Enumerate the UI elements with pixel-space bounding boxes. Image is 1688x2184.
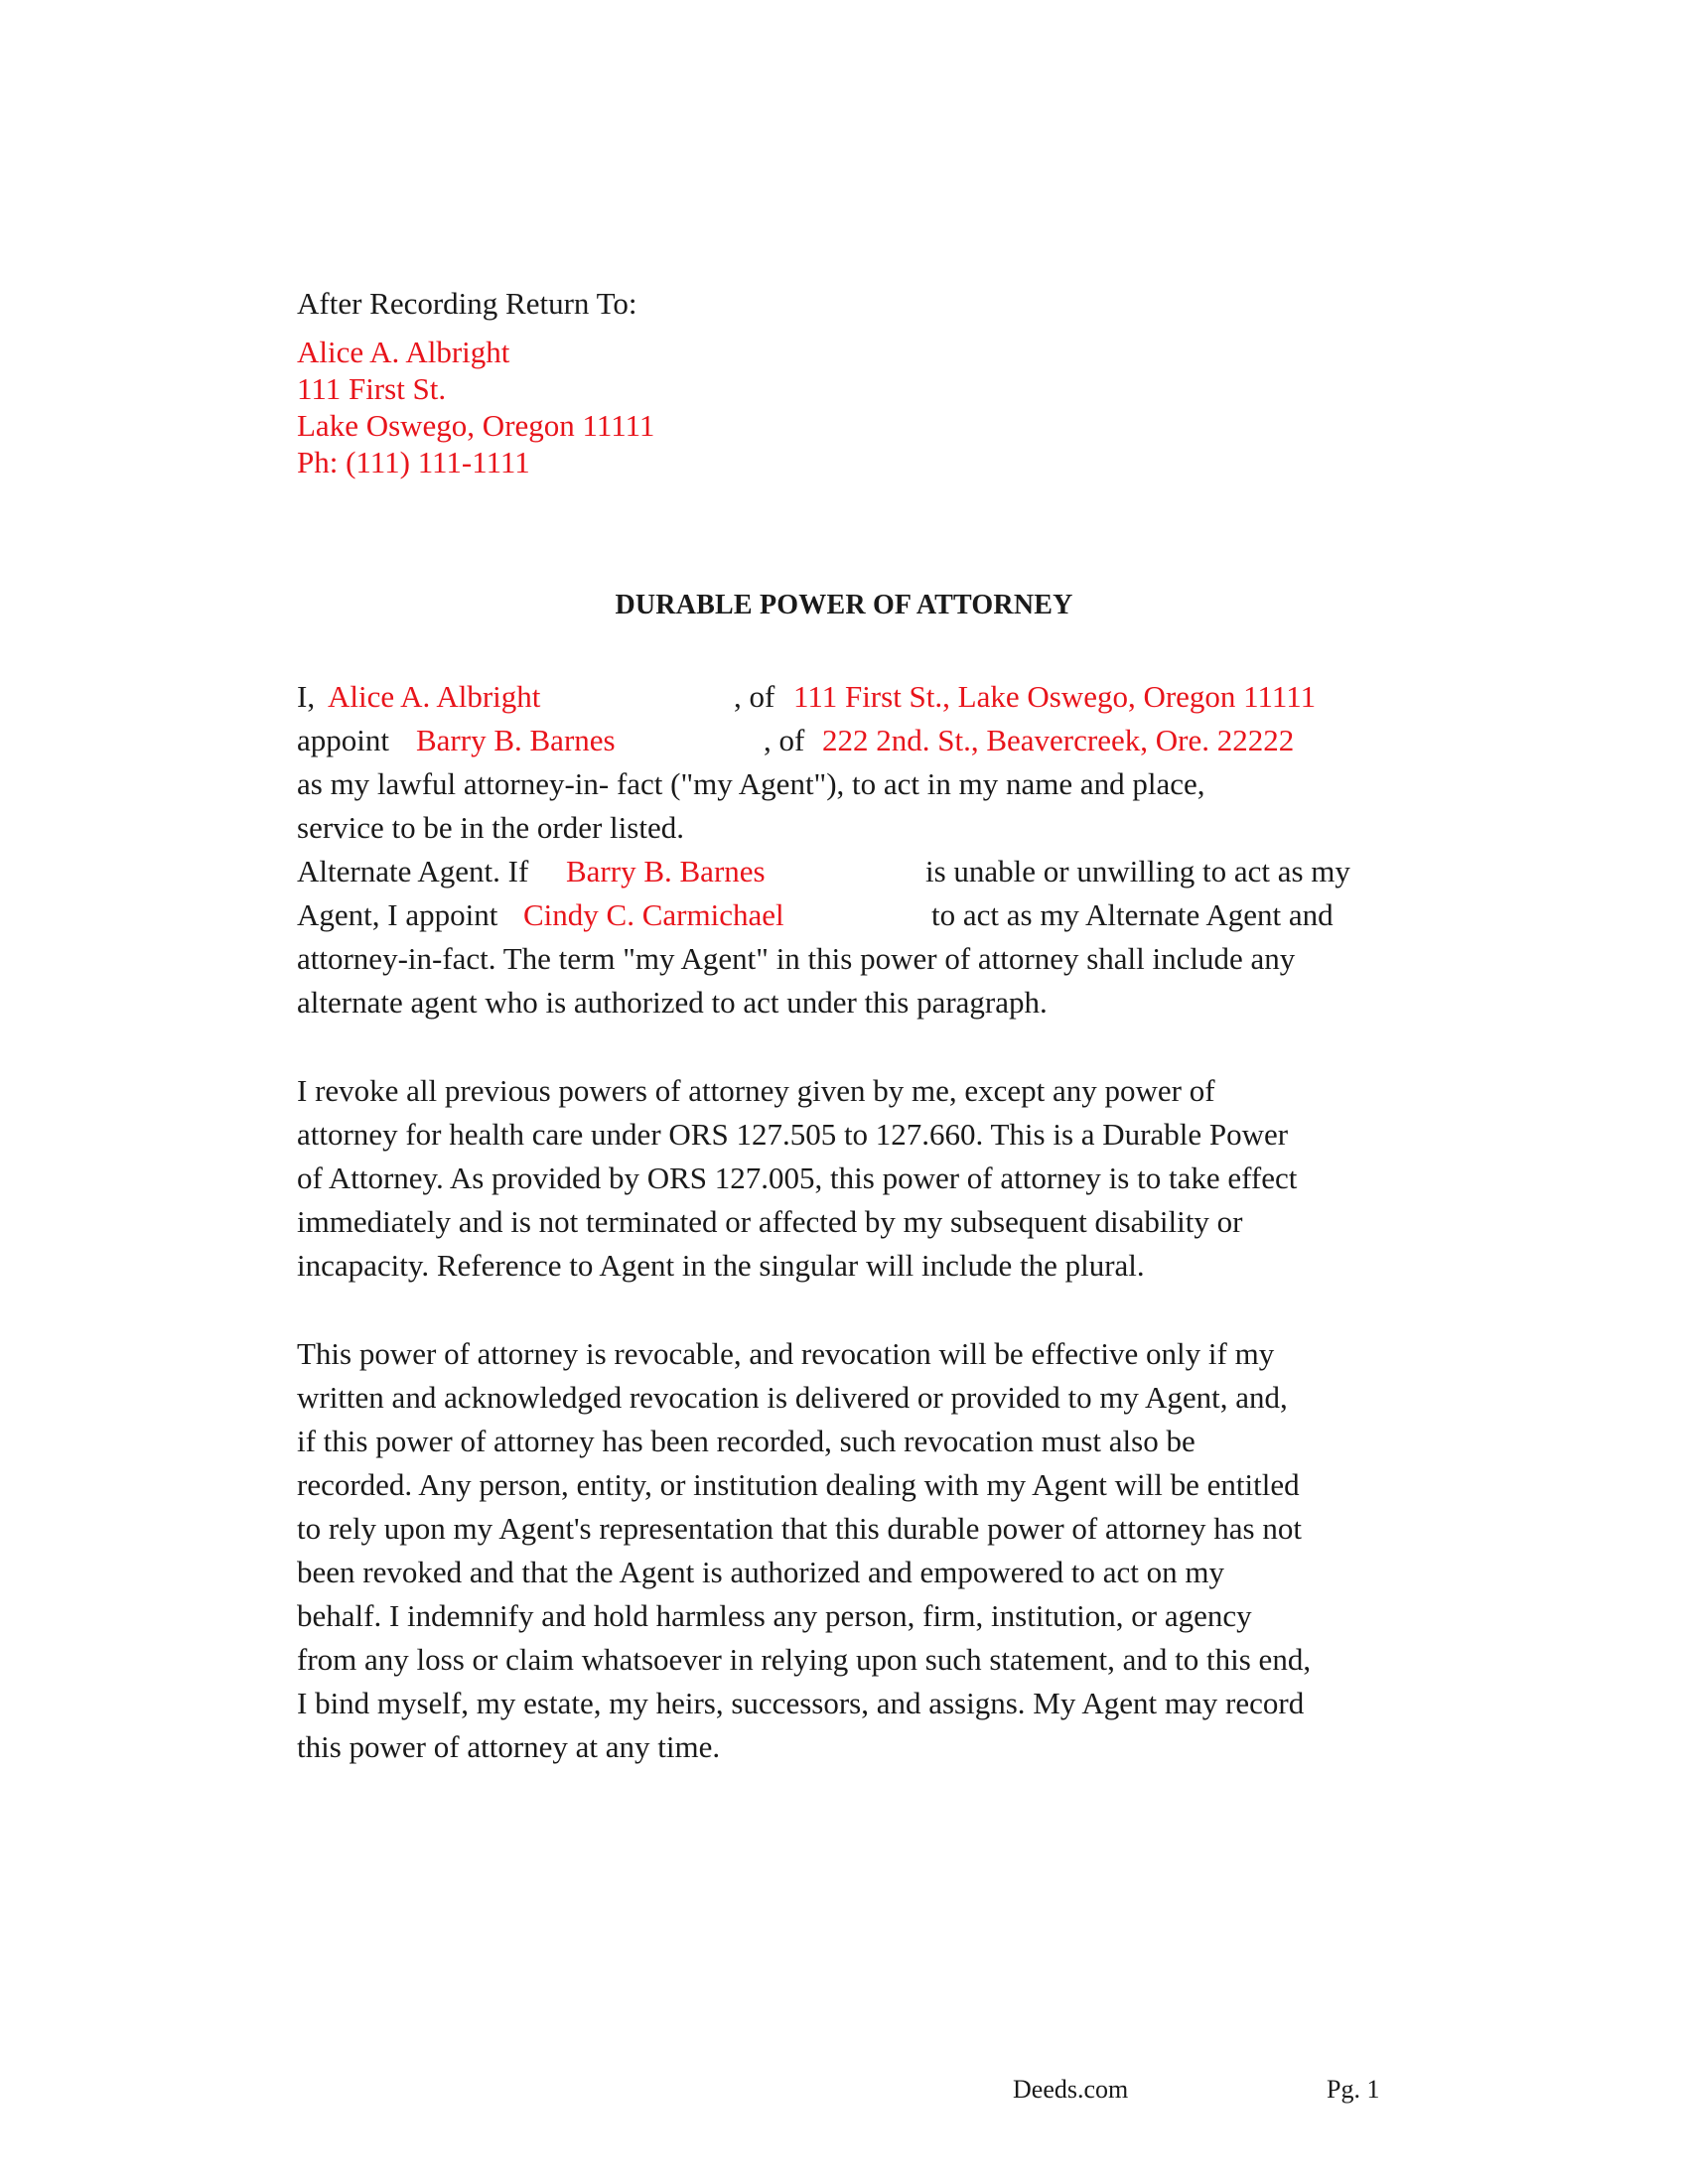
paragraph-line: of Attorney. As provided by ORS 127.005, this power of attorney is to take effect <box>297 1160 1298 1195</box>
paragraph-line: this power of attorney at any time. <box>297 1729 721 1764</box>
paragraph-line: to rely upon my Agent's representation that this durable power of attorney has not <box>297 1511 1302 1546</box>
paragraph-line: attorney for health care under ORS 127.505 to 127.660. This is a Durable Power <box>297 1117 1289 1152</box>
alt-suffix-text: is unable or unwilling to act as my <box>925 854 1350 888</box>
paragraph-line: I revoke all previous powers of attorney given by me, except any power of <box>297 1073 1215 1108</box>
of-text: , of <box>764 723 805 757</box>
principal-name: Alice A. Albright <box>328 679 541 714</box>
principal-address: 111 First St., Lake Oswego, Oregon 11111 <box>793 679 1317 714</box>
paragraph-line: incapacity. Reference to Agent in the singular will include the plural. <box>297 1248 1145 1283</box>
alt-appoint-suffix-text: to act as my Alternate Agent and <box>931 897 1334 932</box>
page-number: Pg. 1 <box>1327 2075 1380 2104</box>
document-title: DURABLE POWER OF ATTORNEY <box>615 590 1073 620</box>
paragraph-line: if this power of attorney has been recorded, such revocation must also be <box>297 1424 1196 1458</box>
alt-prefix-text: Alternate Agent. If <box>297 854 529 888</box>
agent-name: Barry B. Barnes <box>416 723 616 757</box>
revocable-paragraph <box>297 1332 1311 1769</box>
return-address-block <box>297 334 654 480</box>
i-text: I, <box>297 679 316 714</box>
paragraph-line: immediately and is not terminated or affected by my subsequent disability or <box>297 1204 1243 1239</box>
alt-appoint-text: Agent, I appoint <box>297 897 498 932</box>
footer-site-name: Deeds.com <box>1013 2075 1129 2104</box>
body-line: alternate agent who is authorized to act under this paragraph. <box>297 985 1048 1020</box>
paragraph-line: recorded. Any person, entity, or institution dealing with my Agent will be entitled <box>297 1467 1300 1502</box>
paragraph-line: I bind myself, my estate, my heirs, successors, and assigns. My Agent may record <box>297 1686 1305 1720</box>
alternate-agent-name: Cindy C. Carmichael <box>523 897 784 932</box>
body-line: attorney-in-fact. The term "my Agent" in this power of attorney shall include any <box>297 941 1296 976</box>
paragraph-line: written and acknowledged revocation is delivered or provided to my Agent, and, <box>297 1380 1288 1415</box>
body-line: service to be in the order listed. <box>297 810 684 845</box>
paragraph-line: This power of attorney is revocable, and revocation will be effective only if my <box>297 1336 1275 1371</box>
revoke-paragraph <box>297 1069 1297 1288</box>
appoint-text: appoint <box>297 723 389 757</box>
return-phone: Ph: (111) 111-1111 <box>297 445 530 479</box>
agent-address: 222 2nd. St., Beavercreek, Ore. 22222 <box>822 723 1295 757</box>
return-name: Alice A. Albright <box>297 335 510 369</box>
paragraph-line: behalf. I indemnify and hold harmless any person, firm, institution, or agency <box>297 1598 1252 1633</box>
paragraph-line: from any loss or claim whatsoever in relying upon such statement, and to this end, <box>297 1642 1312 1677</box>
paragraph-line: been revoked and that the Agent is authorized and empowered to act on my <box>297 1555 1224 1589</box>
body-line: as my lawful attorney-in- fact ("my Agent"), to act in my name and place, <box>297 766 1205 801</box>
of-text: , of <box>734 679 775 714</box>
return-city: Lake Oswego, Oregon 11111 <box>297 408 655 443</box>
return-street: 111 First St. <box>297 371 447 406</box>
alt-agent-ref: Barry B. Barnes <box>566 854 766 888</box>
return-to-label: After Recording Return To: <box>297 286 637 321</box>
